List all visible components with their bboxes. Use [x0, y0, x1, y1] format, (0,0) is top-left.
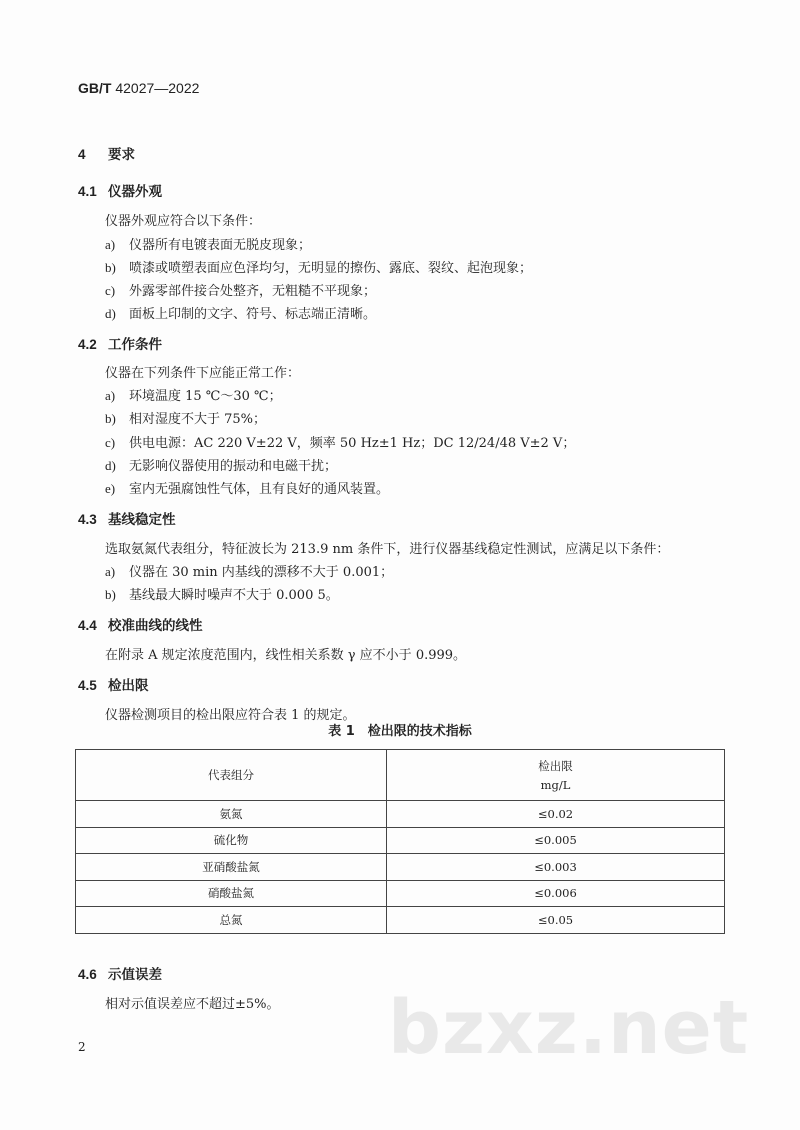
table-row: 硝酸盐氮 ≤0.006: [76, 880, 725, 907]
section-4-3-intro: 选取氨氮代表组分，特征波长为 213.9 nm 条件下，进行仪器基线稳定性测试，应满足以下条件：: [105, 542, 670, 557]
standard-prefix: GB/T: [78, 80, 112, 96]
list-item: b) 相对湿度不大于 75%；: [105, 411, 267, 427]
section-4-3-heading: 4.3 基线稳定性: [78, 512, 176, 528]
page-number: 2: [78, 1040, 86, 1054]
list-item: a) 仪器所有电镀表面无脱皮现象；: [105, 237, 312, 253]
list-item: e) 室内无强腐蚀性气体，且有良好的通风装置。: [105, 481, 390, 497]
section-4-6-heading: 4.6 示值误差: [78, 967, 162, 983]
table-row: 氨氮 ≤0.02: [76, 801, 725, 828]
list-item: b) 基线最大瞬时噪声不大于 0.000 5。: [105, 587, 339, 603]
table-row: 总氮 ≤0.05: [76, 907, 725, 934]
section-4-2-heading: 4.2 工作条件: [78, 337, 162, 353]
table-title: 表 1 检出限的技术指标: [328, 724, 472, 739]
standard-number: 42027—2022: [111, 80, 200, 96]
list-item: c) 供电电源：AC 220 V±22 V，频率 50 Hz±1 Hz；DC 12/24/48 V±2 V；: [105, 435, 576, 451]
section-4-heading: 4 要求: [78, 147, 135, 163]
section-4-4-heading: 4.4 校准曲线的线性: [78, 618, 203, 634]
list-item: c) 外露零部件接合处整齐，无粗糙不平现象；: [105, 283, 377, 299]
section-4-6-text: 相对示值误差应不超过±5%。: [105, 997, 280, 1012]
section-4-4-text: 在附录 A 规定浓度范围内，线性相关系数 γ 应不小于 0.999。: [105, 648, 467, 663]
section-4-1-intro: 仪器外观应符合以下条件：: [105, 214, 262, 229]
list-item: d) 面板上印制的文字、符号、标志端正清晰。: [105, 306, 377, 322]
section-4-5-text: 仪器检测项目的检出限应符合表 1 的规定。: [105, 708, 356, 723]
list-item: b) 喷漆或喷塑表面应色泽均匀，无明显的擦伤、露底、裂纹、起泡现象；: [105, 260, 533, 276]
watermark: bzxz.net: [388, 985, 750, 1071]
section-4-5-heading: 4.5 检出限: [78, 678, 149, 694]
section-4-2-intro: 仪器在下列条件下应能正常工作：: [105, 366, 301, 381]
section-4-1-heading: 4.1 仪器外观: [78, 184, 162, 200]
detection-limit-table: [75, 749, 725, 934]
table-row: 亚硝酸盐氮 ≤0.003: [76, 854, 725, 881]
column-header-detection-limit: 检出限 mg/L: [387, 750, 725, 801]
list-item: d) 无影响仪器使用的振动和电磁干扰；: [105, 458, 338, 474]
list-item: a) 环境温度 15 ℃～30 ℃；: [105, 388, 282, 404]
document-code: [78, 80, 199, 96]
table-row: 硫化物 ≤0.005: [76, 827, 725, 854]
list-item: a) 仪器在 30 min 内基线的漂移不大于 0.001；: [105, 564, 394, 580]
column-header-component: 代表组分: [76, 750, 387, 801]
